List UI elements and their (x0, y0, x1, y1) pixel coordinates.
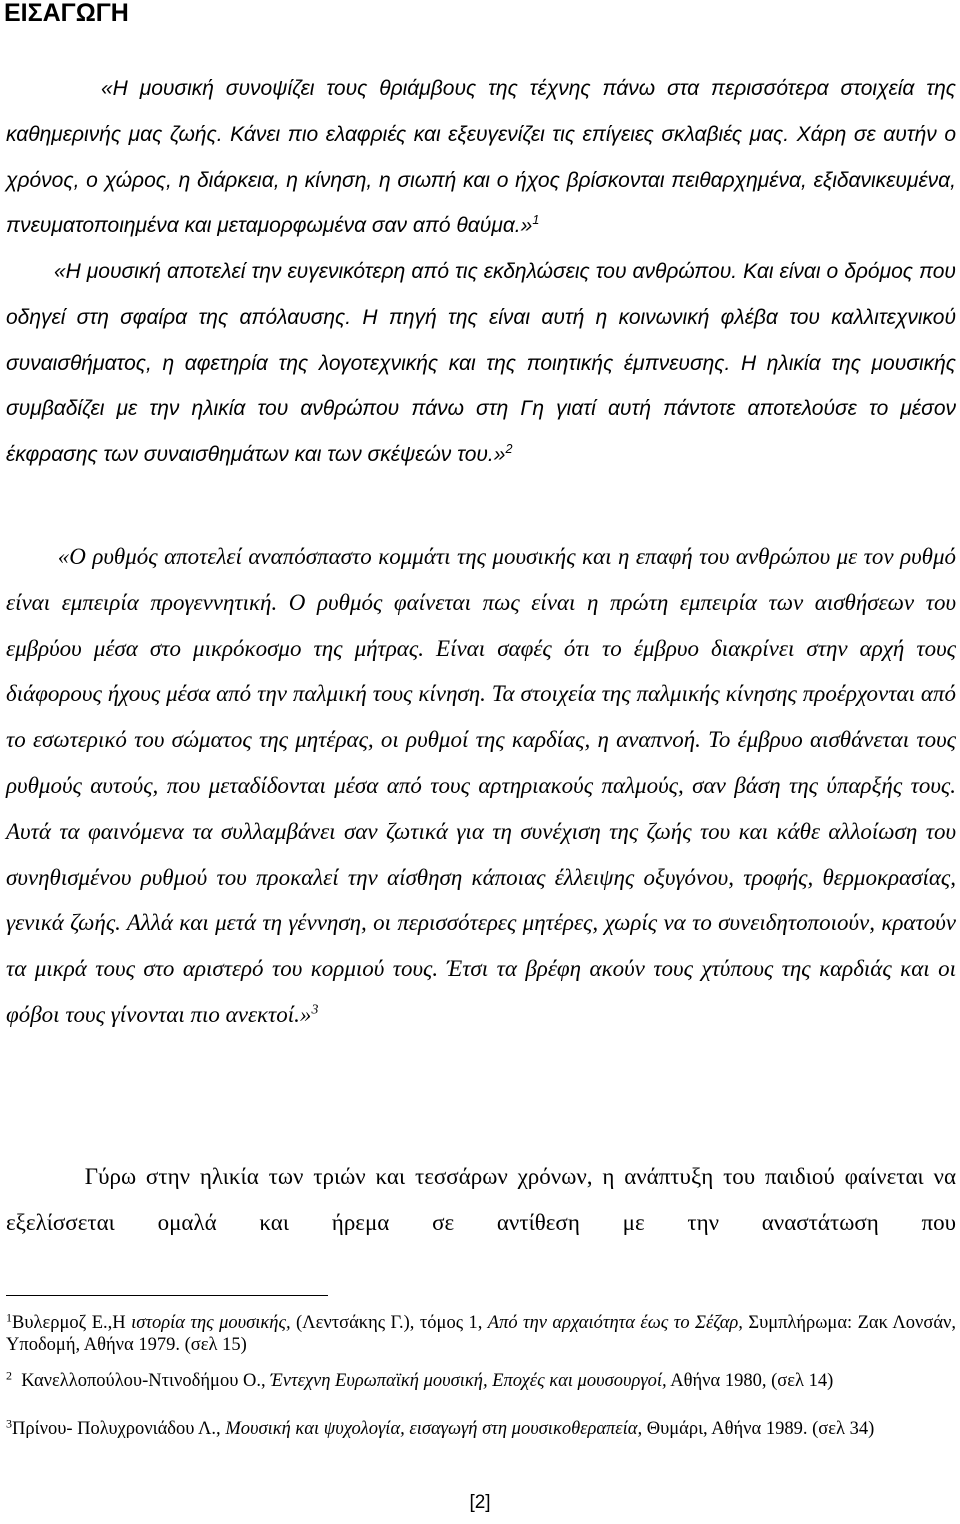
footnote-ref-3: 3 (311, 1001, 319, 1017)
quote-paragraph-2 (6, 249, 956, 478)
body-paragraph (6, 1154, 956, 1246)
section-heading: ΕΙΣΑΓΩΓΗ (4, 0, 129, 27)
quote-paragraph-1 (6, 66, 956, 249)
footnote-ref-2: 2 (505, 442, 513, 457)
quote-paragraph-3 (6, 534, 956, 1038)
quote-1-text: «Η μουσική συνοψίζει τους θριάμβους της τέχνης πάνω στα περισσότερα στοιχεία της καθημερινής μας ζωής. Κάνει πιο ελαφριές και εξευγενίζει τις επίγειες σκλαβιές μας. Χάρη σε αυτήν ο χρόνος, ο χώρος, η διάρκεια, η κίνηση, η σιωπή και ο ήχος βρίσκονται πειθαρχημένα, εξιδανικευμένα, πνευματοποιημένα και μεταμορφωμένα σαν από θαύμα.» (6, 77, 956, 238)
footnote-separator (6, 1295, 328, 1296)
page-number: [2] (469, 1492, 491, 1513)
body-paragraph-text: Γύρω στην ηλικία των τριών και τεσσάρων χρόνων, η ανάπτυξη του παιδιού φαίνεται να εξελίσσεται ομαλά και ήρεμα σε αντίθεση με την αναστάτωση που (6, 1164, 957, 1235)
quote-2-text: «Η μουσική αποτελεί την ευγενικότερη από τις εκδηλώσεις του ανθρώπου. Και είναι ο δρόμος που οδηγεί στη σφαίρα της απόλαυσης. Η πηγή της είναι αυτή η κοινωνική φλέβα του καλλιτεχνικού συναισθήματος, η αφετηρία της λογοτεχνικής και της ποιητικής έμπνευσης. Η ηλικία της μουσικής συμβαδίζει με την ηλικία του ανθρώπου πάνω στη Γη γιατί αυτή πάντοτε αποτελούσε το μέσον έκφρασης των συναισθημάτων και των σκέψεών του.» (6, 260, 956, 467)
footnote-2: $^2$ Κανελλοπούλου-Ντινοδήμου Ο., Έντεχνη Ευρωπαϊκή μουσική, Εποχές και μουσουργοί, Αθήνα 1980, (σελ 14) (6, 1368, 834, 1391)
quote-3-text: «Ο ρυθμός αποτελεί αναπόσπαστο κομμάτι της μουσικής και η επαφή του ανθρώπου με τον ρυθμό είναι εμπειρία προγεννητική. Ο ρυθμός φαίνεται πως είναι η πρώτη εμπειρία των αισθήσεων του εμβρύου μέσα στο μικρόκοσμο της μήτρας. Είναι σαφές ότι το έμβρυο διακρίνει στην αρχή τους διάφορους ήχους μέσα από την παλμική τους κίνηση. Τα στοιχεία της παλμικής κίνησης προέρχονται από το εσωτερικό του σώματος της μητέρας, οι ρυθμοί της καρδίας, η αναπνοή. Το έμβρυο αισθάνεται τους ρυθμούς αυτούς, που μεταδίδονται μέσα από τους αρτηριακούς παλμούς, σαν βάση της ύπαρξής τους. Αυτά τα φαινόμενα τα συλλαμβάνει σαν ζωτικά για τη συνέχιση της ζωής του και κάθε αλλοίωση του συνηθισμένου ρυθμού του προκαλεί την αίσθηση κάποιας έλλειψης οξυγόνου, τροφής, θερμοκρασίας, γενικά ζωής. Αλλά και μετά τη γέννηση, οι περισσότερες μητέρες, χωρίς να το συνειδητοποιούν, κρατούν τα μικρά τους στο αριστερό του κορμιού τους. Έτσι τα βρέφη ακούν τους χτύπους της καρδιάς και οι φόβοι τους γίνονται πιο ανεκτοί.» (6, 544, 957, 1027)
footnote-1: $^1$Βυλερμοζ Ε.,Η ιστορία της μουσικής, (Λεντσάκης Γ.), τόμος 1, Από την αρχαιότητα έως το Σέζαρ, Συμπλήρωμα: Ζακ Λονσάν, Υποδομή, Αθήνα 1979. (σελ 15) (6, 1310, 957, 1355)
footnote-ref-1: 1 (532, 213, 540, 228)
footnote-3: $^3$Πρίνου- Πολυχρονιάδου Λ., Μουσική και ψυχολογία, εισαγωγή στη μουσικοθεραπεία, Θυμάρι, Αθήνα 1989. (σελ 34) (6, 1416, 875, 1439)
